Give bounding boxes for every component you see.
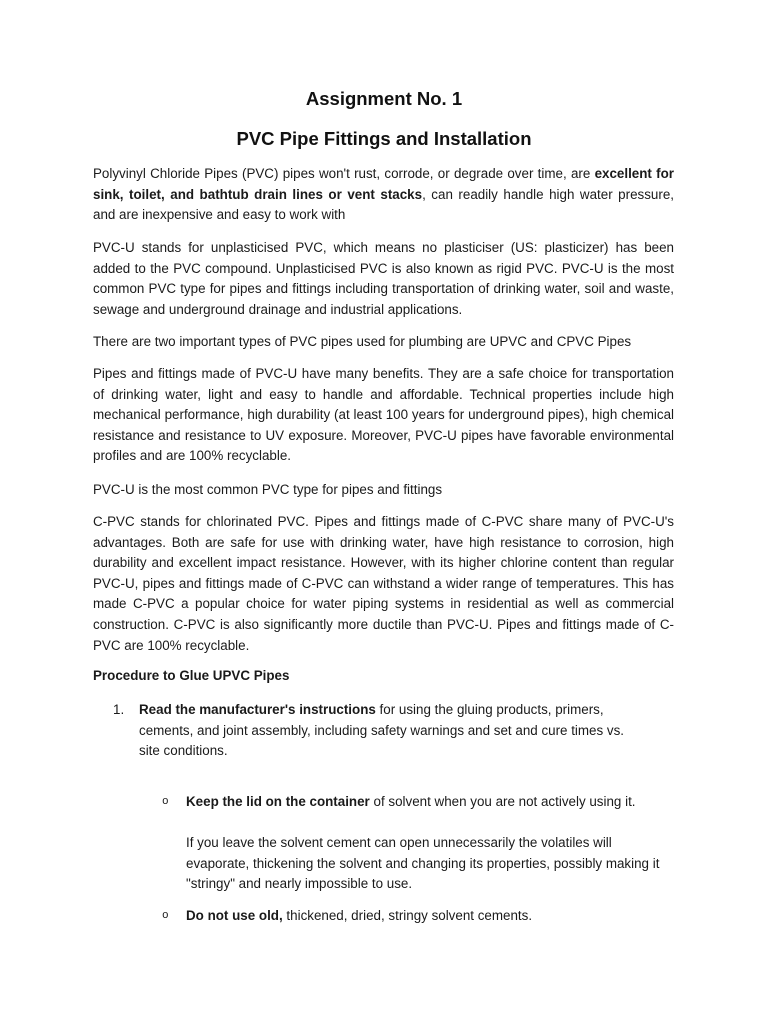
bullet-item-bold-text: Keep the lid on the container	[186, 794, 370, 809]
bullet-marker: o	[162, 910, 169, 922]
bullet-item-body: of solvent when you are not actively using it.	[369, 794, 636, 809]
paragraph-pvc-u-definition: PVC-U stands for unplasticised PVC, which means no plasticiser (US: plasticizer) has been added to the PVC compound. Unplasticised PVC is also known as rigid PVC. PVC-U is the most common PVC type for pipes and fittings including transportation of drinking water, soil and waste, sewage and underground drainage and industrial applications.	[93, 240, 674, 317]
section-heading-procedure: Procedure to Glue UPVC Pipes	[93, 668, 290, 683]
bullet-item-text	[186, 792, 662, 813]
bullet-item-text	[186, 906, 662, 927]
paragraph-text: , can readily handle high water pressure, and are inexpensive and easy to work with	[93, 186, 674, 223]
paragraph-bold-text: excellent for sink, toilet, and bathtub drain lines or vent stacks	[93, 166, 674, 202]
document-title: Assignment No. 1	[305, 88, 463, 109]
paragraph-pvc-intro	[93, 164, 674, 226]
paragraph-pvc-u-benefits: Pipes and fittings made of PVC-U have many benefits. They are a safe choice for transportation of drinking water, light and easy to handle and affordable. Technical properties include high mechanical performance, high durability (at least 100 years for underground pipes), high chemical resistance and resistance to UV exposure. Moreover, PVC-U pipes have favorable environmental profiles and are 100% recyclable.	[93, 366, 674, 464]
list-item-bold-text: Read the manufacturer's instructions	[139, 702, 376, 717]
list-number: 1.	[113, 702, 125, 717]
bullet-item-explanation: If you leave the solvent cement can open unnecessarily the volatiles will evaporate, thickening the solvent and changing its properties, possibly making it "stringy" and nearly impossible to use.	[186, 835, 660, 892]
bullet-marker: o	[162, 796, 169, 808]
bullet-item-bold-text: Do not use old,	[186, 908, 283, 923]
list-item-text	[139, 700, 639, 762]
paragraph-pvc-u-common: PVC-U is the most common PVC type for pipes and fittings	[93, 482, 443, 497]
document-subtitle: PVC Pipe Fittings and Installation	[236, 128, 532, 149]
paragraph-pvc-types: There are two important types of PVC pipes used for plumbing are UPVC and CPVC Pipes	[93, 334, 632, 349]
bullet-item-body: thickened, dried, stringy solvent cements.	[282, 908, 533, 923]
list-item-body: for using the gluing products, primers, cements, and joint assembly, including safety warnings and set and cure times vs. site conditions.	[139, 702, 625, 759]
paragraph-c-pvc-definition: C-PVC stands for chlorinated PVC. Pipes and fittings made of C-PVC share many of PVC-U's advantages. Both are safe for use with drinking water, have high resistance to corrosion, high durability and excellent impact resistance. However, with its higher chlorine content than regular PVC-U, pipes and fittings made of C-PVC can withstand a wider range of temperatures. This has made C-PVC a popular choice for water piping systems in residential as well as commercial construction. C-PVC is also significantly more ductile than PVC-U. Pipes and fittings made of C-PVC are 100% recyclable.	[93, 514, 674, 653]
paragraph-text: Polyvinyl Chloride Pipes (PVC) pipes won't rust, corrode, or degrade over time, are	[93, 166, 595, 181]
